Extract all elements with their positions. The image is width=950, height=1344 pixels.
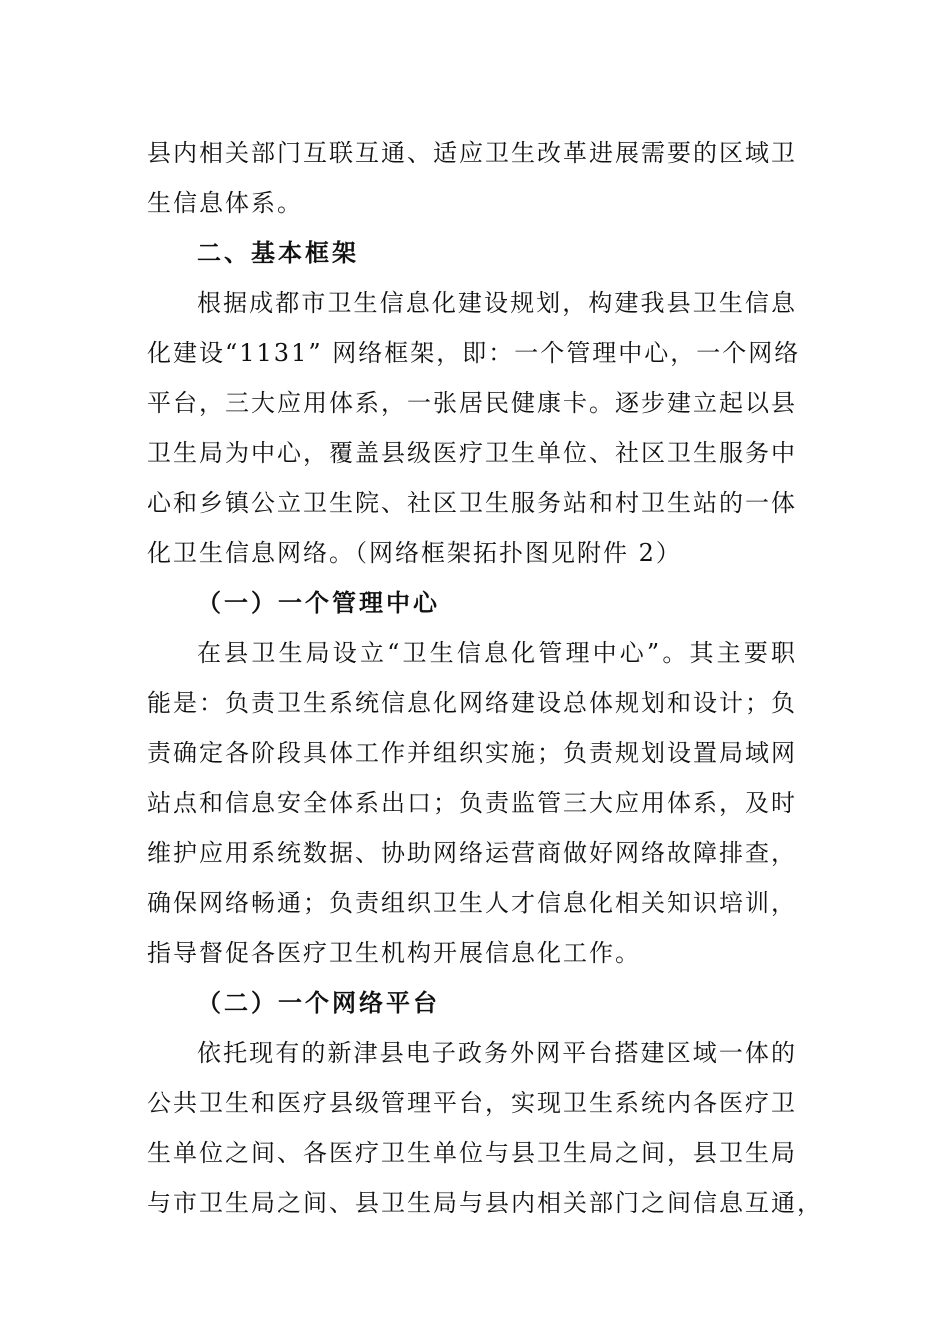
paragraph-line: 责确定各阶段具体工作并组织实施；负责规划设置局域网 (147, 739, 797, 767)
subsection-heading: （一）一个管理中心 (197, 589, 440, 617)
paragraph-line: 与市卫生局之间、县卫生局与县内相关部门之间信息互通， (147, 1189, 823, 1217)
paragraph-line: 心和乡镇公立卫生院、社区卫生服务站和村卫生站的一体 (147, 489, 797, 517)
paragraph-line: 依托现有的新津县电子政务外网平台搭建区域一体的 (197, 1039, 797, 1067)
paragraph-line: 在县卫生局设立“卫生信息化管理中心”。其主要职 (197, 639, 797, 667)
paragraph-line: 化建设“1131” 网络框架，即：一个管理中心，一个网络 (147, 339, 801, 367)
paragraph-line: 指导督促各医疗卫生机构开展信息化工作。 (147, 939, 641, 967)
paragraph-line: 站点和信息安全体系出口；负责监管三大应用体系，及时 (147, 789, 797, 817)
paragraph-line: 县内相关部门互联互通、适应卫生改革进展需要的区域卫 (147, 139, 797, 167)
paragraph-line: 生信息体系。 (147, 189, 303, 217)
paragraph-line: 卫生局为中心，覆盖县级医疗卫生单位、社区卫生服务中 (147, 439, 797, 467)
paragraph-line: 公共卫生和医疗县级管理平台，实现卫生系统内各医疗卫 (147, 1089, 797, 1117)
paragraph-line: 化卫生信息网络。（网络框架拓扑图见附件 2） (147, 539, 682, 567)
subsection-heading: （二）一个网络平台 (197, 989, 440, 1017)
section-heading: 二、基本框架 (197, 239, 359, 267)
paragraph-line: 维护应用系统数据、协助网络运营商做好网络故障排查， (147, 839, 797, 867)
paragraph-line: 根据成都市卫生信息化建设规划，构建我县卫生信息 (197, 289, 797, 317)
paragraph-line: 能是：负责卫生系统信息化网络建设总体规划和设计；负 (147, 689, 797, 717)
paragraph-line: 确保网络畅通；负责组织卫生人才信息化相关知识培训， (147, 889, 797, 917)
paragraph-line: 平台，三大应用体系，一张居民健康卡。逐步建立起以县 (147, 389, 797, 417)
document-body (147, 128, 823, 1228)
paragraph-line: 生单位之间、各医疗卫生单位与县卫生局之间，县卫生局 (147, 1139, 797, 1167)
